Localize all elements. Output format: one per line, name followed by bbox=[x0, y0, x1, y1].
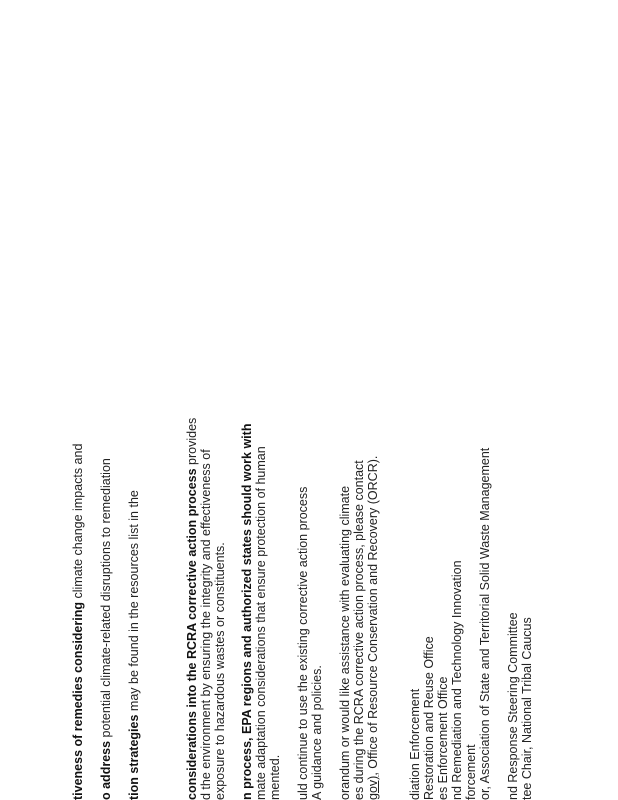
paragraph-6-line-3 bbox=[366, 456, 380, 800]
cc-text: forcement bbox=[464, 744, 478, 800]
paragraph-5-line-2 bbox=[310, 665, 324, 800]
text: , Office of Resource Conservation and Recovery (ORCR). bbox=[366, 455, 380, 776]
text: orandum or would like assistance with evaluating climate bbox=[338, 485, 352, 800]
cc-text: or, Association of State and Territorial Solid Waste Management bbox=[478, 447, 492, 800]
bold-phrase: n process, EPA regions and authorized states should work with bbox=[240, 423, 254, 800]
text: uld continue to use the existing corrective action process bbox=[296, 486, 310, 800]
cc-list-item-6 bbox=[478, 448, 492, 800]
paragraph-5-line-1 bbox=[296, 487, 310, 800]
text: d the environment by ensuring the integrity and effectiveness of bbox=[199, 449, 213, 800]
paragraph-6-line-1 bbox=[338, 486, 352, 800]
text: provides bbox=[185, 417, 199, 469]
cc-text: es Enforcement Office bbox=[436, 676, 450, 800]
paragraph-4-line-2 bbox=[254, 446, 268, 800]
bold-phrase: tiveness of remedies considering bbox=[71, 602, 85, 800]
text: exposure to hazardous wastes or constituents. bbox=[213, 542, 227, 800]
cc-text: Restoration and Reuse Office bbox=[422, 636, 436, 800]
cc-list-item-5 bbox=[464, 744, 478, 800]
paragraph-1-line-2 bbox=[99, 458, 113, 800]
text: may be found in the resources list in the bbox=[127, 490, 141, 715]
bold-phrase: tion strategies bbox=[127, 714, 141, 800]
cc-list-item-3 bbox=[436, 677, 450, 800]
cc-list-item-2 bbox=[422, 636, 436, 800]
paragraph-1-line-1 bbox=[71, 444, 85, 800]
bold-phrase: o address bbox=[99, 740, 113, 800]
cc-list-item-4 bbox=[450, 560, 464, 800]
text: mented. bbox=[268, 754, 282, 800]
paragraph-3-line-1 bbox=[185, 418, 199, 800]
paragraph-6-line-2 bbox=[352, 460, 366, 800]
text: mate adaptation considerations that ensure protection of human bbox=[254, 446, 268, 800]
text: potential climate-related disruptions to remediation bbox=[99, 458, 113, 741]
cc-text: nd Response Steering Committee bbox=[506, 612, 520, 800]
cc-list-item-7 bbox=[506, 612, 520, 800]
bold-phrase: considerations into the RCRA corrective action process bbox=[185, 468, 199, 800]
paragraph-4-line-3 bbox=[268, 755, 282, 800]
text: A guidance and policies. bbox=[310, 665, 324, 800]
cc-text: diation Enforcement bbox=[408, 688, 422, 800]
paragraph-4-line-1 bbox=[240, 424, 254, 800]
text: es during the RCRA corrective action process, please contact bbox=[352, 460, 366, 800]
text: climate change impacts and bbox=[71, 443, 85, 602]
paragraph-3-line-3 bbox=[213, 542, 227, 800]
email-link[interactable]: gov) bbox=[366, 775, 380, 800]
cc-list-item-8 bbox=[520, 617, 534, 800]
paragraph-2-line-1 bbox=[127, 490, 141, 800]
paragraph-3-line-2 bbox=[199, 449, 213, 800]
cc-text: nd Remediation and Technology Innovation bbox=[450, 560, 464, 800]
cc-list-item-1 bbox=[408, 689, 422, 800]
cc-text: tee Chair, National Tribal Caucus bbox=[520, 617, 534, 800]
